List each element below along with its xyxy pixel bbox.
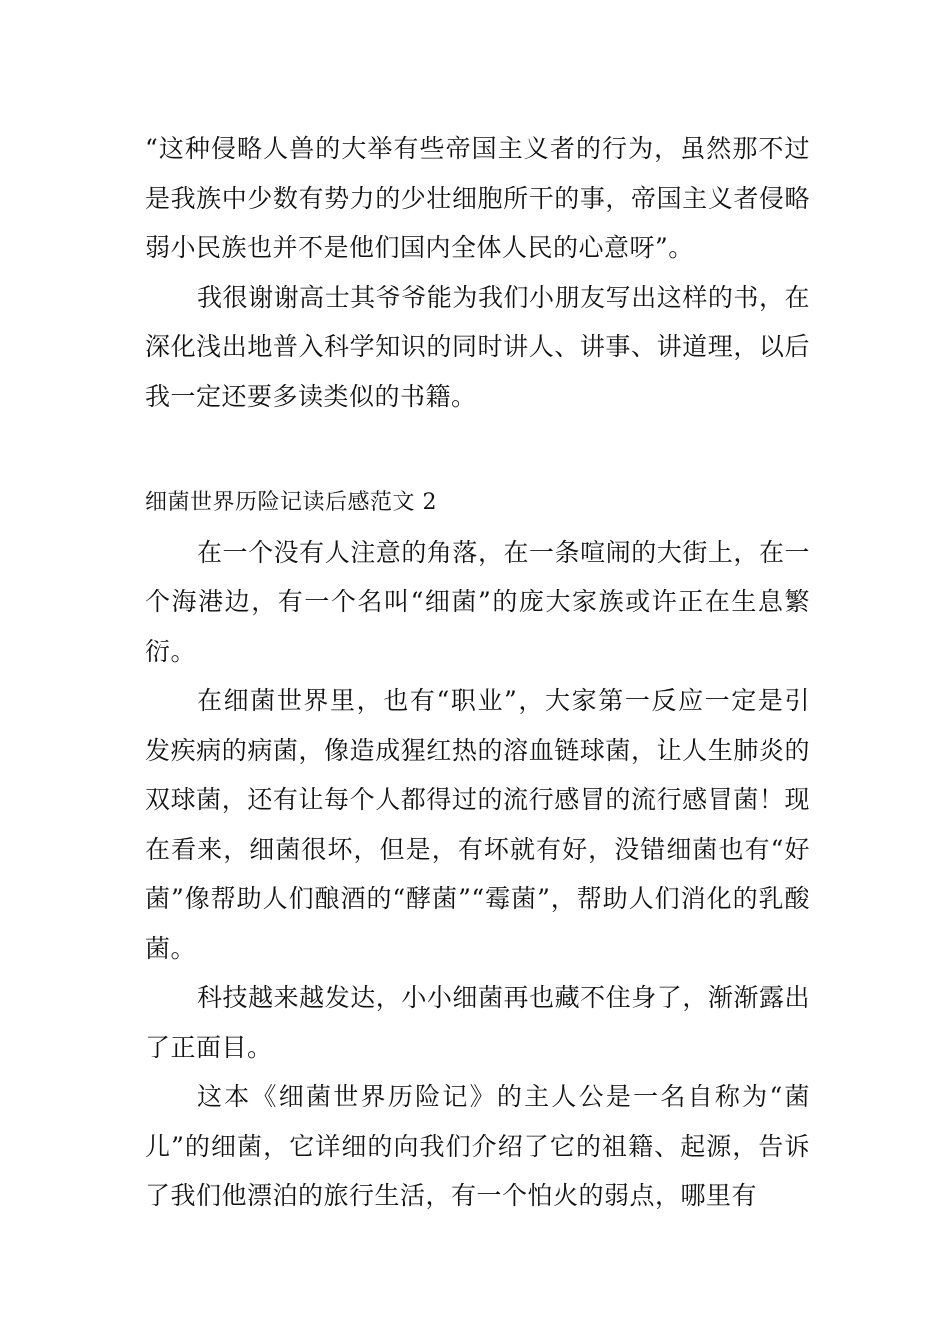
section-2 bbox=[145, 478, 810, 1221]
paragraph-thanks: 我很谢谢高士其爷爷能为我们小朋友写出这样的书，在深化浅出地普入科学知识的同时讲人、讲事、讲道理，以后我一定还要多读类似的书籍。 bbox=[145, 282, 810, 411]
section-1 bbox=[145, 124, 810, 421]
section-heading: 细菌世界历险记读后感范文 2 bbox=[145, 490, 437, 515]
paragraph-professions: 在细菌世界里，也有“职业”，大家第一反应一定是引发疾病的病菌，像造成猩红热的溶血链球菌，让人生肺炎的双球菌，还有让每个人都得过的流行感冒的流行感冒菌！现在看来，细菌很坏，但是，有坏就有好，没错细菌也有“好菌”像帮助人们酿酒的“酵菌”“霉菌”，帮助人们消化的乳酸菌。 bbox=[145, 686, 810, 963]
paragraph-intro: 在一个没有人注意的角落，在一条喧闹的大街上，在一个海港边，有一个名叫“细菌”的庞大家族或许正在生息繁衍。 bbox=[145, 537, 810, 666]
paragraph-technology: 科技越来越发达，小小细菌再也藏不住身了，渐渐露出了正面目。 bbox=[145, 983, 810, 1062]
paragraph-protagonist: 这本《细菌世界历险记》的主人公是一名自称为“菌儿”的细菌，它详细的向我们介绍了它的祖籍、起源，告诉了我们他漂泊的旅行生活，有一个怕火的弱点，哪里有 bbox=[145, 1082, 810, 1210]
paragraph-quote: “这种侵略人兽的大举有些帝国主义者的行为，虽然那不过是我族中少数有势力的少壮细胞所干的事，帝国主义者侵略弱小民族也并不是他们国内全体人民的心意呀”。 bbox=[145, 134, 810, 262]
